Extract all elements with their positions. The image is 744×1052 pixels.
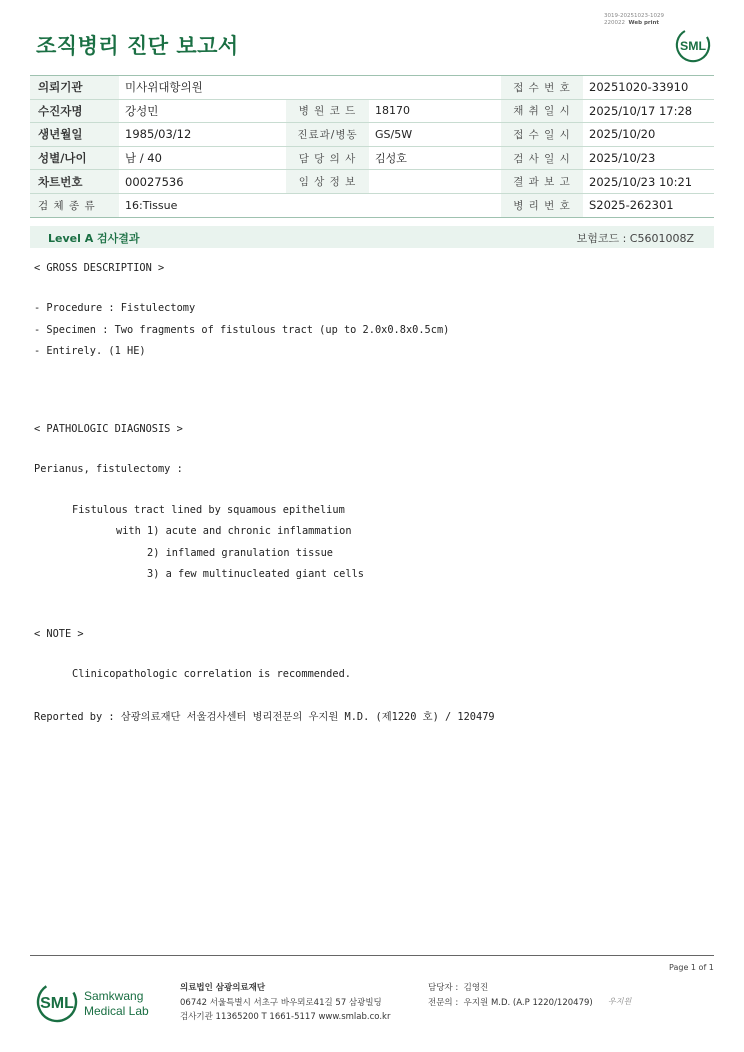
value-collection-date: 2025/10/17 17:28 xyxy=(583,99,714,123)
info-row xyxy=(30,146,714,170)
label-clinical-info: 임 상 정 보 xyxy=(286,170,369,194)
label-chart-number: 차트번호 xyxy=(30,170,119,194)
value-result-report: 2025/10/23 10:21 xyxy=(583,170,714,194)
print-info xyxy=(604,13,664,27)
insurance-code: 보험코드 : C5601008Z xyxy=(576,232,694,245)
staff-name: 김영진 xyxy=(463,983,489,993)
page-number: Page 1 of 1 xyxy=(669,963,714,972)
value-test-date: 2025/10/23 xyxy=(583,146,714,170)
footer-logo xyxy=(36,978,166,1030)
result-level: Level A 검사결과 xyxy=(48,232,140,245)
sml-footer-logo-text: SML xyxy=(40,995,74,1012)
info-row xyxy=(30,76,714,100)
label-physician: 담 당 의 사 xyxy=(286,146,369,170)
diagnosis-site: Perianus, fistulectomy : xyxy=(34,463,183,475)
org-name: 의료법인 삼광의료재단 xyxy=(180,983,266,993)
value-clinical-info xyxy=(369,170,501,194)
label-test-date: 검 사 일 시 xyxy=(501,146,583,170)
label-requesting-institution: 의뢰기관 xyxy=(30,76,119,100)
diagnosis-line: 2) inflamed granulation tissue xyxy=(147,547,333,559)
label-hospital-code: 병 원 코 드 xyxy=(286,99,369,123)
label-sex-age: 성별/나이 xyxy=(30,146,119,170)
label-birth-date: 생년월일 xyxy=(30,123,119,147)
value-receipt-number: 20251020-33910 xyxy=(583,76,714,100)
label-result-report: 결 과 보 고 xyxy=(501,170,583,194)
value-pathology-number: S2025-262301 xyxy=(583,193,714,217)
print-info-line2: 220022 xyxy=(604,20,625,26)
org-address: 06742 서울특별시 서초구 바우뫼로41길 57 삼광빌딩 xyxy=(180,997,382,1008)
info-row xyxy=(30,99,714,123)
footer-organization xyxy=(180,981,390,1025)
patient-info-table xyxy=(30,75,714,218)
web-print-label: Web print xyxy=(628,20,660,26)
value-physician: 김성호 xyxy=(369,146,501,170)
footer-divider xyxy=(30,955,714,956)
value-requesting-institution: 미사위대항의원 xyxy=(119,76,501,100)
report-title: 조직병리 진단 보고서 xyxy=(36,34,239,58)
diagnosis-heading: < PATHOLOGIC DIAGNOSIS > xyxy=(34,423,183,435)
value-sex-age: 남 / 40 xyxy=(119,146,286,170)
label-pathology-number: 병 리 번 호 xyxy=(501,193,583,217)
note-heading: < NOTE > xyxy=(34,628,84,640)
info-row xyxy=(30,123,714,147)
value-receipt-date: 2025/10/20 xyxy=(583,123,714,147)
logo-medical-lab: Medical Lab xyxy=(84,1004,149,1018)
info-row xyxy=(30,170,714,194)
diagnosis-line: with 1) acute and chronic inflammation xyxy=(116,525,352,537)
value-department-ward: GS/5W xyxy=(369,123,501,147)
gross-procedure: - Procedure : Fistulectomy xyxy=(34,302,196,314)
gross-specimen: - Specimen : Two fragments of fistulous tract (up to 2.0x0.8x0.5cm) xyxy=(34,324,450,336)
gross-heading: < GROSS DESCRIPTION > xyxy=(34,262,165,274)
logo-samkwang: Samkwang xyxy=(84,989,144,1003)
label-specimen-type: 검 체 종 류 xyxy=(30,193,119,217)
label-collection-date: 채 취 일 시 xyxy=(501,99,583,123)
label-receipt-date: 접 수 일 시 xyxy=(501,123,583,147)
info-row xyxy=(30,193,714,217)
gross-entirely: - Entirely. (1 HE) xyxy=(34,345,146,357)
note-text: Clinicopathologic correlation is recommended. xyxy=(72,668,351,680)
specialist-label: 전문의 : xyxy=(428,997,459,1008)
org-contact: 검사기관 11365200 T 1661-5117 www.smlab.co.kr xyxy=(180,1012,391,1022)
label-department-ward: 진료과/병동 xyxy=(286,123,369,147)
value-birth-date: 1985/03/12 xyxy=(119,123,286,147)
diagnosis-line: Fistulous tract lined by squamous epithelium xyxy=(72,504,345,516)
reported-by: Reported by : 삼광의료재단 서울검사센터 병리전문의 우지원 M.D. (제1220 호) / 120479 xyxy=(34,711,495,723)
value-specimen-type: 16:Tissue xyxy=(119,193,501,217)
label-patient-name: 수진자명 xyxy=(30,99,119,123)
specialist-name: 우지원 M.D. (A.P 1220/120479) xyxy=(463,997,593,1008)
value-hospital-code: 18170 xyxy=(369,99,501,123)
value-patient-name: 강성민 xyxy=(119,99,286,123)
label-receipt-number: 접 수 번 호 xyxy=(501,76,583,100)
signature: 우지원 xyxy=(608,997,632,1006)
sml-logo-icon xyxy=(674,26,712,64)
staff-label: 담당자 : xyxy=(428,983,459,993)
print-info-line1: 3019-20251023-1029 xyxy=(604,13,664,19)
sml-logo-text: SML xyxy=(679,38,707,53)
sml-footer-logo-icon xyxy=(36,978,166,1026)
value-chart-number: 00027536 xyxy=(119,170,286,194)
diagnosis-line: 3) a few multinucleated giant cells xyxy=(147,568,364,580)
footer-staff xyxy=(428,981,593,1010)
